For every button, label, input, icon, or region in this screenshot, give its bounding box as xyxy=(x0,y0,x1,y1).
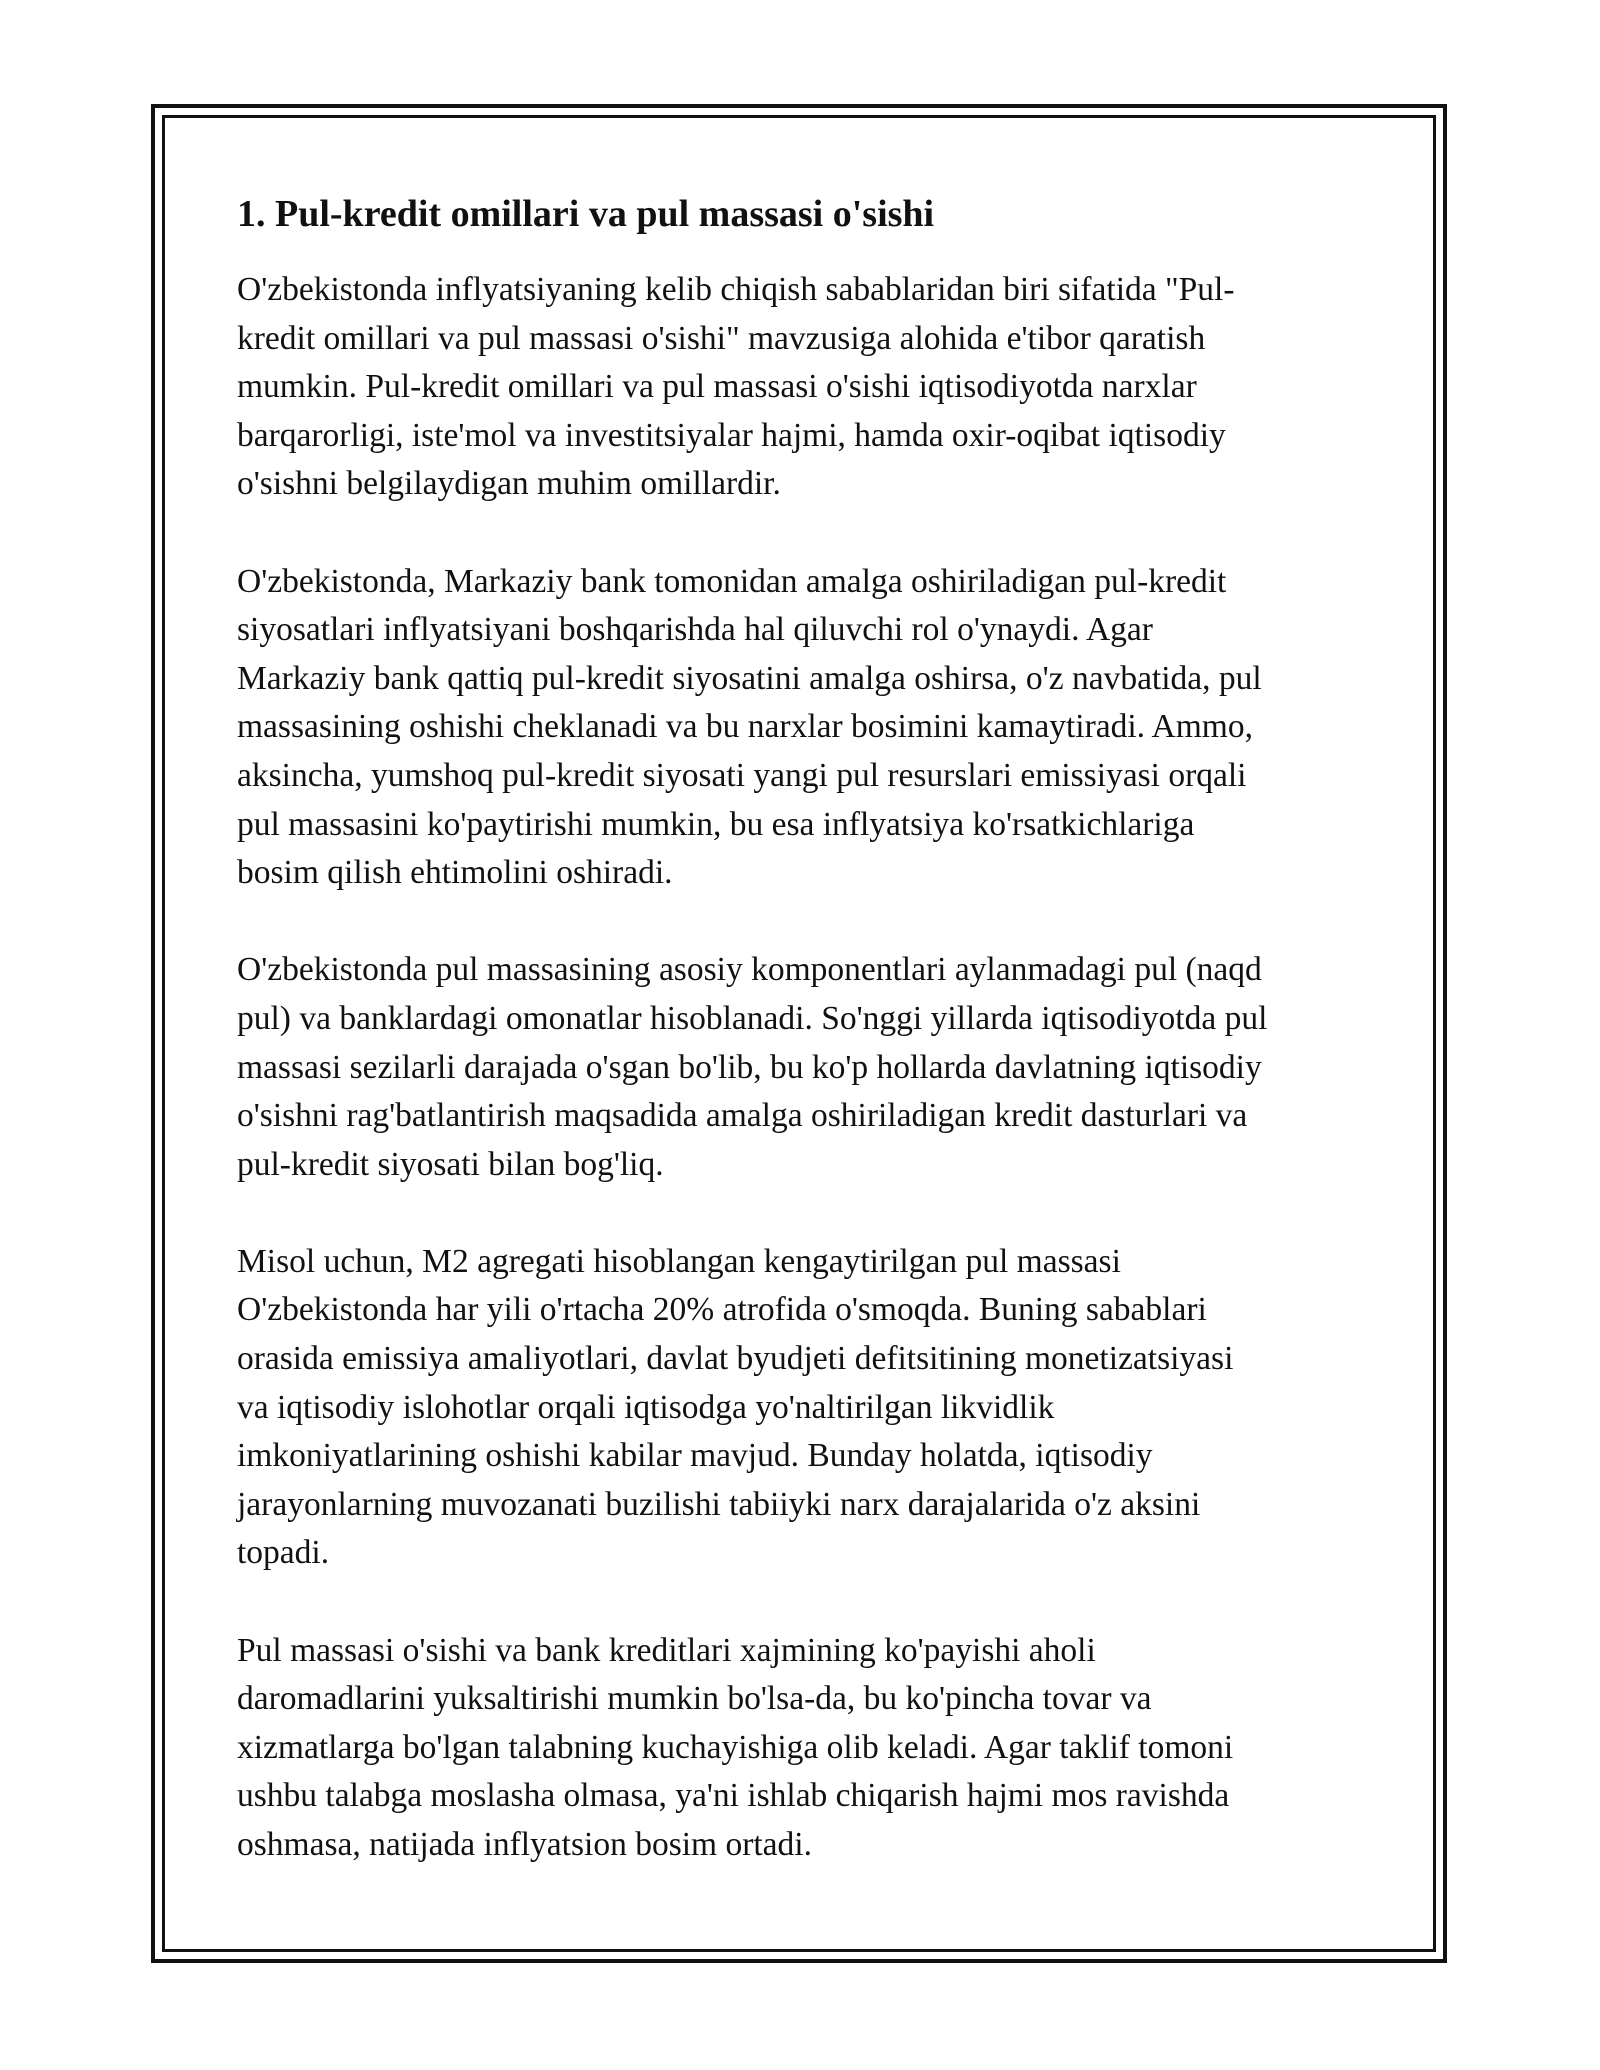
text-line: mumkin. Pul-kredit omillari va pul massasi o'sishi iqtisodiyotda narxlar xyxy=(237,368,1197,406)
text-line: barqarorligi, iste'mol va investitsiyalar hajmi, hamda oxir-oqibat iqtisodiy xyxy=(237,416,1226,454)
text-line: massasining oshishi cheklanadi va bu narxlar bosimini kamaytiradi. Ammo, xyxy=(237,708,1253,746)
paragraph-3 xyxy=(237,946,1377,1189)
text-line: ushbu talabga moslasha olmasa, ya'ni ishlab chiqarish hajmi mos ravishda xyxy=(237,1777,1230,1815)
paragraph-1 xyxy=(237,266,1377,509)
text-line: oshmasa, natijada inflyatsion bosim ortadi. xyxy=(237,1826,812,1863)
text-line: pul massasini ko'paytirishi mumkin, bu esa inflyatsiya ko'rsatkichlariga xyxy=(237,805,1195,843)
text-line: xizmatlarga bo'lgan talabning kuchayishiga olib keladi. Agar taklif tomoni xyxy=(237,1728,1234,1766)
paragraph-4 xyxy=(237,1238,1377,1578)
text-line: bosim qilish ehtimolini oshiradi. xyxy=(237,854,673,892)
text-line: siyosatlari inflyatsiyani boshqarishda hal qiluvchi rol o'ynaydi. Agar xyxy=(237,611,1153,649)
text-line: jarayonlarning muvozanati buzilishi tabiiyki narx darajalarida o'z aksini xyxy=(237,1485,1201,1523)
text-line: o'sishni rag'batlantirish maqsadida amalga oshiriladigan kredit dasturlari va xyxy=(237,1097,1248,1135)
document-body xyxy=(237,190,1377,1918)
text-line: va iqtisodiy islohotlar orqali iqtisodga yo'naltirilgan likvidlik xyxy=(237,1388,1055,1426)
section-heading: 1. Pul-kredit omillari va pul massasi o'sishi xyxy=(237,193,935,235)
text-line: topadi. xyxy=(237,1534,330,1572)
text-line: o'sishni belgilaydigan muhim omillardir. xyxy=(237,465,781,503)
paragraph-2 xyxy=(237,558,1377,898)
text-line: O'zbekistonda pul massasining asosiy komponentlari aylanmadagi pul (naqd xyxy=(237,951,1262,989)
text-line: pul-kredit siyosati bilan bog'liq. xyxy=(237,1145,664,1183)
text-line: O'zbekistonda inflyatsiyaning kelib chiqish sabablaridan biri sifatida "Pul- xyxy=(237,271,1235,308)
text-line: aksincha, yumshoq pul-kredit siyosati yangi pul resurslari emissiyasi orqali xyxy=(237,756,1247,794)
text-line: Pul massasi o'sishi va bank kreditlari xajmining ko'payishi aholi xyxy=(237,1631,1096,1669)
text-line: O'zbekistonda, Markaziy bank tomonidan amalga oshiriladigan pul-kredit xyxy=(237,562,1227,600)
text-line: imkoniyatlarining oshishi kabilar mavjud. Bunday holatda, iqtisodiy xyxy=(237,1437,1153,1475)
text-line: orasida emissiya amaliyotlari, davlat byudjeti defitsitining monetizatsiyasi xyxy=(237,1340,1234,1378)
paragraph-5 xyxy=(237,1627,1377,1870)
text-line: pul) va banklardagi omonatlar hisoblanadi. So'nggi yillarda iqtisodiyotda pul xyxy=(237,999,1268,1037)
text-line: kredit omillari va pul massasi o'sishi" mavzusiga alohida e'tibor qaratish xyxy=(237,319,1206,357)
text-line: massasi sezilarli darajada o'sgan bo'lib, bu ko'p hollarda davlatning iqtisodiy xyxy=(237,1048,1262,1086)
text-line: O'zbekistonda har yili o'rtacha 20% atrofida o'smoqda. Buning sabablari xyxy=(237,1291,1207,1329)
text-line: daromadlarini yuksaltirishi mumkin bo'lsa-da, bu ko'pincha tovar va xyxy=(237,1680,1152,1718)
text-line: Markaziy bank qattiq pul-kredit siyosatini amalga oshirsa, o'z navbatida, pul xyxy=(237,659,1262,697)
text-line: Misol uchun, M2 agregati hisoblangan kengaytirilgan pul massasi xyxy=(237,1242,1121,1280)
